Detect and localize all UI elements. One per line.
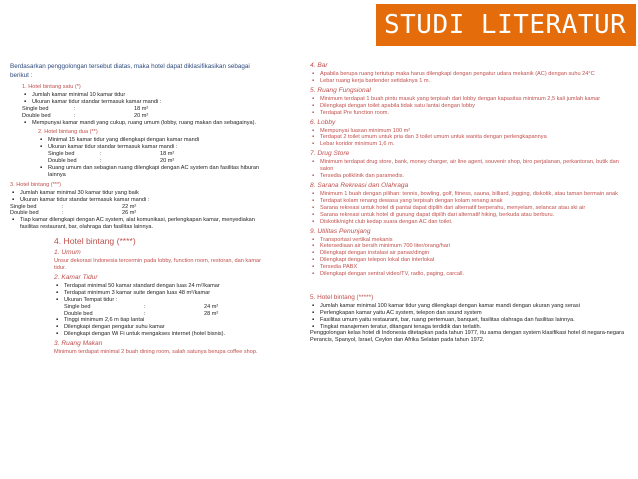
- hotel-2-heading: 2. Hotel bintang dua (**): [38, 129, 98, 136]
- subheading-utilitas: 9. Utilitas Penunjang: [310, 227, 371, 235]
- list-item: ▪ Jumlah kamar minimal 10 kamar tidur: [32, 92, 268, 99]
- list-item: ▪ Dilengkapi dengan pengatur suhu kamar: [64, 324, 268, 331]
- list-item: ▪ Jumlah kamar minimal 30 kamar tidur yang baik: [20, 190, 268, 197]
- subheading-sarana-rekreasi: 8. Sarana Rekreasi dan Olahraga: [310, 181, 409, 189]
- list-item: ▪ Ukuran kamar tidur standar termasuk kamar mandi :: [48, 144, 268, 151]
- subheading-bar: 4. Bar: [310, 62, 328, 69]
- bed-row: Double bed : 20 m²: [22, 112, 149, 119]
- list-item: ▪ Terdapat minimal 50 kamar standard dengan luas 24 m²/kamar: [64, 283, 268, 290]
- intro-text: Berdasarkan penggolongan tersebut diatas, maka hotel dapat diklasifikasikan sebagai berikut :: [10, 63, 250, 79]
- list-item: ▪ Ukuran kamar tidur standar termasuk kamar mandi :: [20, 197, 268, 204]
- subheading-umum: 1. Umum: [54, 249, 81, 257]
- list-item: ▪ Dilengkapi dengan instalasi air panas/dingin: [320, 250, 632, 257]
- list-item: ▪ Ukuran kamar tidur standar termasuk kamar mandi :: [32, 99, 268, 106]
- list-item: ▪ Jumlah kamar minimal 100 kamar tidur yang dilengkapi dengan kamar mandi dengan ukuran yang serasi: [320, 303, 632, 310]
- hotel-4-section: [54, 249, 268, 356]
- list-item: ▪ Terdapat minimum 3 kamar suite dengan luas 48 m²/kamar: [64, 290, 268, 297]
- subheading-drug-store: 7. Drug Store: [310, 150, 350, 158]
- list-item: ▪ Diskotik/night club kedap suara dengan AC dan toilet.: [320, 219, 632, 226]
- list-item: ▪ Lebar ruang kerja bartender setidaknya 1 m.: [320, 78, 632, 85]
- ruang-makan-text: Minimum terdapat minimal 2 buah dining room, salah satunya berupa coffee shop.: [54, 349, 258, 356]
- list-item: ▪ Apabila berupa ruang tertutup maka harus dilengkapi dengan pengatur udara mekanik (AC) dengan suhu 24°C: [320, 71, 632, 78]
- list-item: ▪ Terdapat Pre function room.: [320, 110, 632, 117]
- list-item: ▪ Ukuran Tempat tidur :: [64, 297, 268, 304]
- right-column: [310, 60, 632, 344]
- hotel-5-heading: 5. Hotel bintang (*****): [310, 293, 374, 301]
- list-item: ▪ Minimum 1 buah dengan pilihan: tennis, bowling, golf, fitness, sauna, billiard, jogging, diskotik, atau taman bermain anak: [320, 191, 632, 198]
- list-item: ▪ Terdapat 2 toilet umum untuk pria dan 3 toilet umum untuk wanita dengan perlengkapannya: [320, 134, 632, 141]
- list-item: ▪ Tinggi minimum 2,6 m tiap lantai: [64, 317, 268, 324]
- list-item: ▪ Dilengkapi dengan toilet apabila tidak satu lantai dengan lobby: [320, 103, 632, 110]
- left-column: [10, 62, 268, 356]
- list-item: ▪ Tiap kamar dilengkapi dengan AC system, alat komunikasi, perlengkapan kamar, menyediakan fasilitas restaurant, bar, olahraga dan fasilitas lainnya.: [20, 217, 268, 231]
- list-item: ▪ Minimum terdapat drug store, bank, money charger, air line agent, souvenir shop, biro perjalanan, perkantoran, butik dan salon: [320, 159, 632, 173]
- list-item: ▪ Tersedia poliklinik dan paramedis.: [320, 173, 632, 180]
- list-item: ▪ Sarana rekreasi untuk hotel di pantai dapat dipilih dari alternatif berperahu, menyelam, selancar atau ski air: [320, 205, 632, 212]
- list-item: ▪ Mempunyai kamar mandi yang cukup, ruang umum (lobby, ruang makan dan sebagainya).: [32, 120, 268, 127]
- hotel-3-section: [10, 190, 268, 231]
- list-item: ▪ Fasilitas umum yaitu restaurant, bar, ruang pertemuan, banquet, fasilitas olahraga dan fasilitas lainnya.: [320, 317, 632, 324]
- list-item: ▪ Minimal 15 kamar tidur yang dilengkapi dengan kamar mandi: [48, 137, 268, 144]
- umum-text: Unsur dekorasi Indonesia tercermin pada lobby, function room, restoran, dan kamar tidur.: [54, 258, 261, 272]
- list-item: ▪ Dilengkapi dengan Wi Fi untuk mengakses internet (hotel bisnis).: [64, 331, 268, 338]
- hotel-3-heading: 3. Hotel bintang (***): [10, 181, 61, 188]
- list-item: ▪ Lebar koridor minimum 1,6 m.: [320, 141, 632, 148]
- list-item: ▪ Dilengkapi dengan sentral video/TV, radio, paging, carcall.: [320, 271, 632, 278]
- list-item: ▪ Ruang umum dan sebagian ruang dilengkapi dengan AC system dan fasilitas hiburan lainnya: [48, 165, 268, 179]
- hotel-1-heading: 1. Hotel bintang satu (*): [22, 84, 81, 90]
- title-banner: [376, 4, 636, 46]
- hotel-2-section: [38, 137, 268, 178]
- hotel-1-section: [22, 92, 268, 127]
- list-item: ▪ Tingkat manajemen teratur, ditangani tenaga terdidik dan terlatih.: [320, 324, 632, 331]
- bed-row: Double bed : 20 m²: [48, 158, 175, 165]
- bed-row: Single bed : 18 m²: [48, 151, 175, 158]
- list-item: ▪ Transportasi vertikal mekanis: [320, 237, 632, 244]
- subheading-ruang-fungsional: 5. Ruang Fungsional: [310, 86, 371, 94]
- page-title: STUDI LITERATUR: [384, 10, 627, 40]
- list-item: ▪ Dilengkapi dengan telepon lokal dan interlokal: [320, 257, 632, 264]
- list-item: ▪ Ketersediaan air bersih minimum 700 liter/orang/hari: [320, 243, 632, 250]
- list-item: ▪ Perlengkapan kamar yaitu AC system, telepon dan sound system: [320, 310, 632, 317]
- bed-row: Single bed : 18 m²: [22, 105, 149, 112]
- bed-row: Single bed : 24 m²: [64, 303, 219, 310]
- subheading-ruang-makan: 3. Ruang Makan: [54, 340, 103, 348]
- subheading-lobby: 6. Lobby: [310, 118, 336, 126]
- bed-row: Single bed : 22 m²: [10, 203, 137, 210]
- list-item: ▪ Tersedia PABX: [320, 264, 632, 271]
- list-item: ▪ Mempunyai luasan minimum 100 m²: [320, 128, 632, 135]
- list-item: ▪ Minimum terdapat 1 buah pintu masuk yang terpisah dari lobby dengan kapasitas minimum 2,5 kali jumlah kamar: [320, 96, 632, 103]
- hotel-4-heading: 4. Hotel bintang (****): [54, 236, 136, 247]
- bed-row: Double bed : 26 m²: [10, 210, 137, 217]
- list-item: ▪ Sarana rekreasi untuk hotel di gunung dapat dipilih dari alternatif hiking, berkuda atau berburu.: [320, 212, 632, 219]
- bed-row: Double bed : 28 m²: [64, 310, 219, 317]
- list-item: ▪ Terdapat kolam renang dewasa yang terpisah dengan kolam renang anak: [320, 198, 632, 205]
- hotel-5-paragraph: Penggolongan kelas hotel di Indonesia ditetapkan pada tahun 1977, itu sama dengan system klasifikasi hotel di negara-negara Perancis, Spanyol, Israel, Ceylon dan Afrika Selatan pada tahun 1972.: [310, 330, 625, 344]
- subheading-kamar-tidur: 2. Kamar Tidur: [54, 273, 98, 281]
